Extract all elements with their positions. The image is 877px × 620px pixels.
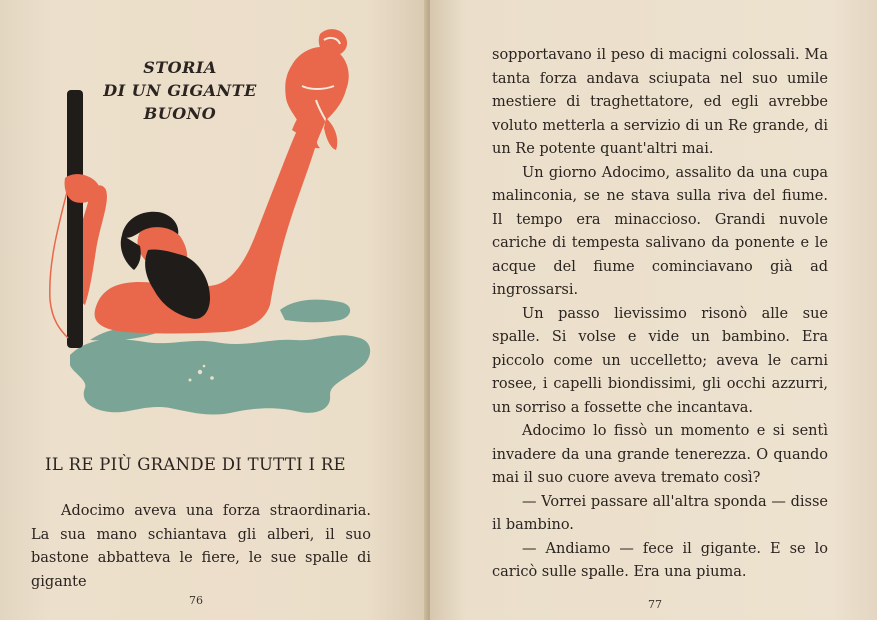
story-title-line: BUONO <box>143 104 217 123</box>
story-title <box>100 56 260 125</box>
paragraph: Adocimo lo fissò un momento e si sentì invadere da una grande tenerezza. O quando mai il suo cuore aveva tremato così? <box>492 423 828 486</box>
paragraph: — Andiamo — fece il gigante. E se lo caricò sulle spalle. Era una piuma. <box>492 540 828 580</box>
left-body-text <box>31 500 371 594</box>
right-body-text <box>492 44 828 585</box>
page-number-right: 77 <box>648 598 662 611</box>
child-figure <box>285 47 348 148</box>
river-water <box>70 335 370 414</box>
paragraph: sopportavano il peso di macigni colossali. Ma tanta forza andava sciupata nel suo umile mestiere di traghettatore, ed egli avrebbe voluto metterla a servizio di un Re grande, di un Re potente quant'altri mai. <box>492 47 828 157</box>
story-title-line: STORIA <box>143 58 217 77</box>
paragraph: — Vorrei passare all'altra sponda — disse il bambino. <box>492 493 828 533</box>
rope <box>50 180 70 338</box>
paragraph: Un passo lievissimo risonò alle sue spalle. Si volse e vide un bambino. Era piccolo come un uccelletto; aveva le carni rosee, i capelli biondissimi, gli occhi azzurri, un sorriso a fossette che incantava. <box>492 305 828 416</box>
story-title-line: DI UN GIGANTE <box>103 81 257 100</box>
paragraph: Un giorno Adocimo, assalito da una cupa malinconia, se ne stava sulla riva del fiume. Il tempo era minaccioso. Grandi nuvole cariche di tempesta salivano da ponente e le acque del fiume cominciavano già ad ingrossarsi. <box>492 164 828 298</box>
water-wave <box>280 300 350 323</box>
staff <box>67 90 83 348</box>
child-leg <box>324 118 337 150</box>
page-number-left: 76 <box>189 594 203 607</box>
chapter-title: IL RE PIÙ GRANDE DI TUTTI I RE <box>45 455 346 474</box>
left-page <box>0 0 430 620</box>
paragraph: Adocimo aveva una forza straordinaria. La sua mano schiantava gli alberi, il suo bastone abbatteva le fiere, le sue spalle di gigante <box>31 503 371 590</box>
